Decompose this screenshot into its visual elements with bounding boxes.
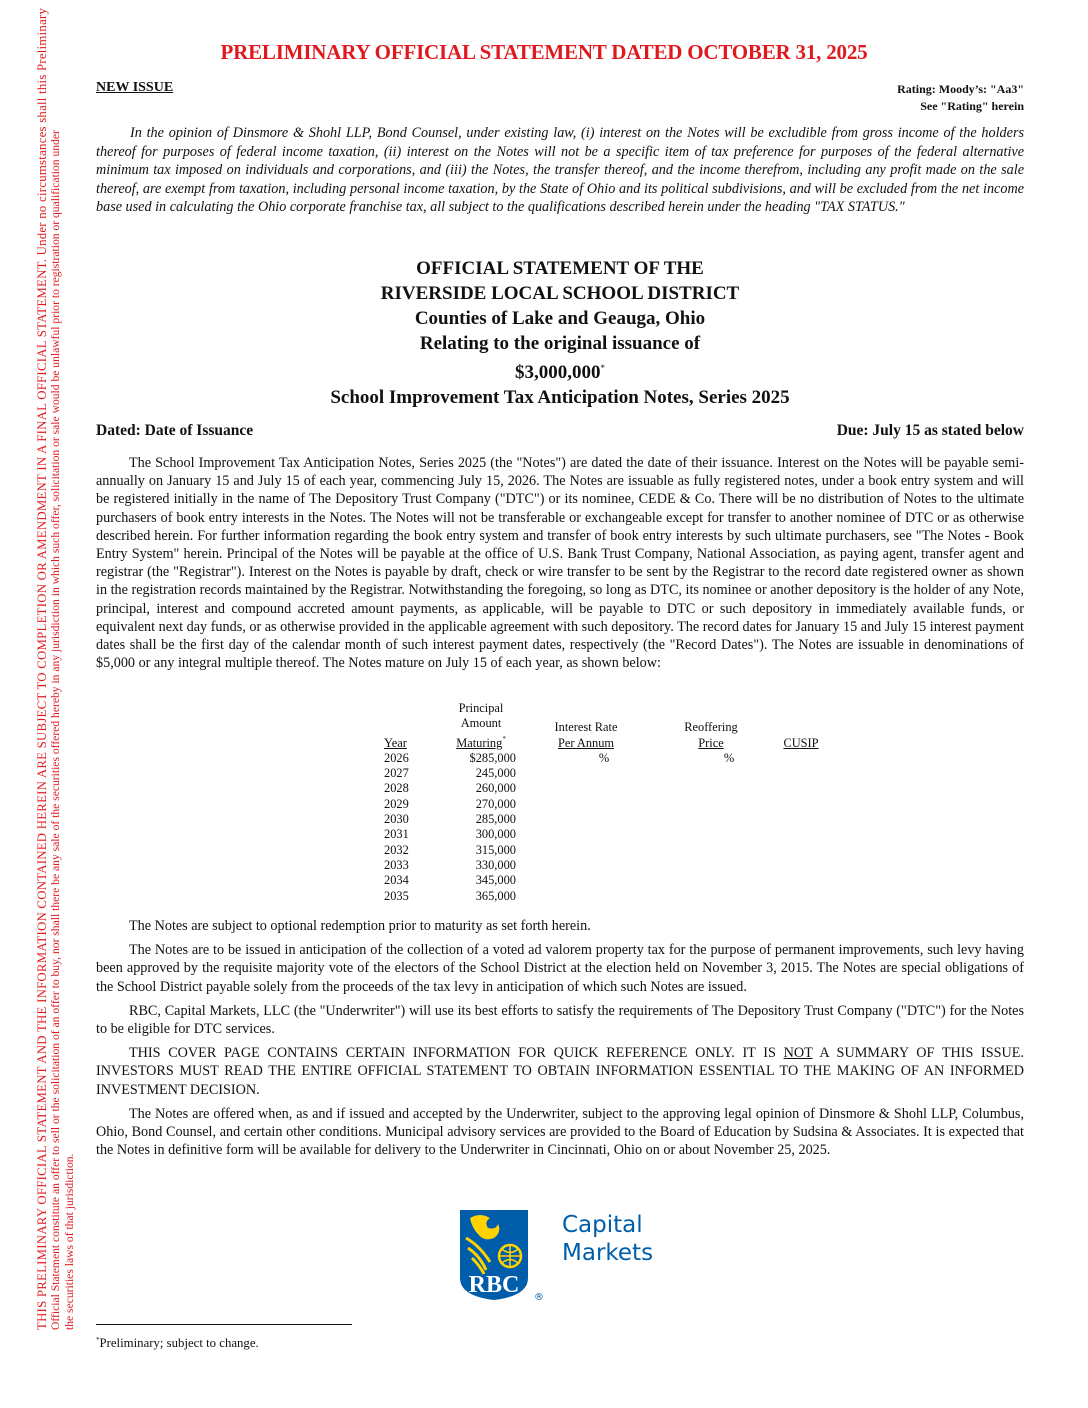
header-year: Year <box>384 735 407 750</box>
table-row <box>384 751 836 766</box>
header-interest-rate: Interest Rate Per Annum <box>554 720 618 750</box>
header-reoffering-price: Reoffering Price <box>684 720 738 750</box>
table-row <box>384 827 836 842</box>
table-row <box>384 781 836 796</box>
legend-line-3: the securities laws of that jurisdiction. <box>62 1153 76 1330</box>
paragraph-underwriter: RBC, Capital Markets, LLC (the "Underwriter") will use its best efforts to satisfy the requirements of The Depository Trust Company ("DTC") for the Notes to be eligible for DTC services. <box>96 1002 1024 1038</box>
cell-amount: 285,000 <box>475 812 516 827</box>
paragraph-offering: The Notes are offered when, as and if issued and accepted by the Underwriter, subject to the approving legal opinion of Dinsmore & Shohl LLP, Columbus, Ohio, Bond Counsel, and certain other conditions. Municipal advisory services are provided to the Board of Education by Sudsina & Associates. It is expected that the Notes in definitive form will be available for delivery to the Underwriter in Cincinnati, Ohio on or about November 25, 2025. <box>96 1105 1024 1159</box>
cell-reoffering-price <box>656 873 766 888</box>
footnote-mark: * <box>96 1336 100 1344</box>
title-line-1: OFFICIAL STATEMENT OF THE <box>416 258 704 279</box>
cell-cusip <box>766 781 836 796</box>
logo-markets: Markets <box>562 1240 654 1266</box>
rbc-shield-text: RBC <box>468 1272 520 1298</box>
table-row <box>384 889 836 904</box>
title-amount: $3,000,000 <box>515 362 601 383</box>
cell-interest-rate <box>516 858 656 873</box>
cell-amount: 365,000 <box>475 888 516 903</box>
new-issue-label: NEW ISSUE <box>96 80 174 95</box>
cell-cusip <box>766 889 836 904</box>
title-relating: Relating to the original issuance of <box>419 333 701 354</box>
title-district: RIVERSIDE LOCAL SCHOOL DISTRICT <box>380 283 740 304</box>
cell-amount: 300,000 <box>475 827 516 842</box>
cell-cusip <box>766 827 836 842</box>
cell-year: 2028 <box>384 781 409 796</box>
cell-cusip <box>766 812 836 827</box>
cell-interest-rate: % <box>598 750 610 765</box>
cell-year: 2035 <box>384 888 409 903</box>
cell-cusip <box>766 766 836 781</box>
cell-reoffering-price <box>656 812 766 827</box>
cell-cusip <box>766 797 836 812</box>
cell-reoffering-price: % <box>723 750 735 765</box>
cell-year: 2031 <box>384 827 409 842</box>
paragraph-redemption: The Notes are subject to optional redemption prior to maturity as set forth herein. <box>129 918 591 934</box>
title-counties: Counties of Lake and Geauga, Ohio <box>414 308 706 329</box>
cell-cusip <box>766 873 836 888</box>
cell-reoffering-price <box>656 766 766 781</box>
due-label: Due: July 15 as stated below <box>836 422 1024 439</box>
rating-block <box>897 81 1024 115</box>
cell-reoffering-price <box>656 827 766 842</box>
cell-reoffering-price <box>656 843 766 858</box>
title-amount-line <box>0 356 1088 385</box>
table-row <box>384 797 836 812</box>
cell-reoffering-price <box>656 781 766 796</box>
additional-terms <box>96 917 1024 1165</box>
cell-interest-rate <box>516 873 656 888</box>
cell-amount: $285,000 <box>469 750 516 765</box>
table-row <box>384 873 836 888</box>
cell-year: 2033 <box>384 857 409 872</box>
cell-amount: 315,000 <box>475 842 516 857</box>
preliminary-banner: PRELIMINARY OFFICIAL STATEMENT DATED OCTOBER 31, 2025 <box>220 40 868 64</box>
paragraph-tax-levy: The Notes are to be issued in anticipation of the collection of a voted ad valorem property tax for the purpose of permanent improvements, such levy having been approved by the requisite majority vote of the electors of the School District at the election held on November 3, 2015. The Notes are special obligations of the School District payable solely from the proceeds of the tax levy in anticipation of which such Notes are issued. <box>96 942 1024 995</box>
cell-interest-rate <box>516 827 656 842</box>
header-cusip: CUSIP <box>783 735 819 750</box>
maturity-schedule-table <box>384 701 836 904</box>
cell-amount: 245,000 <box>475 766 516 781</box>
rating-see-herein: See "Rating" herein <box>920 99 1024 113</box>
footnote-divider <box>96 1324 352 1325</box>
rbc-capital-markets-logo <box>458 1208 678 1304</box>
cell-reoffering-price <box>656 889 766 904</box>
cell-interest-rate <box>516 797 656 812</box>
cell-interest-rate <box>516 812 656 827</box>
footnote <box>96 1336 259 1351</box>
title-series: School Improvement Tax Anticipation Notes, Series 2025 <box>330 387 790 408</box>
official-statement-title <box>0 256 1088 410</box>
cell-interest-rate <box>516 843 656 858</box>
cell-amount: 345,000 <box>475 873 516 888</box>
registered-mark: ® <box>534 1292 544 1303</box>
tax-opinion-paragraph: In the opinion of Dinsmore & Shohl LLP, Bond Counsel, under existing law, (i) interest on the Notes will be excludible from gross income of the holders thereof for purposes of federal income taxation, (ii) interest on the Notes will not be a specific item of tax preference for purposes of the federal alternative minimum tax imposed on individuals and corporations, and (iii) the Notes, the transfer thereof, and the income therefrom, including any profit made on the sale thereof, are exempt from taxation, including personal income taxation, by the State of Ohio and its political subdivisions, and will be excluded from the net income base used in calculating the Ohio corporate franchise tax, all subject to the qualifications described herein under the heading "TAX STATUS." <box>96 125 1024 215</box>
table-row <box>384 843 836 858</box>
table-row <box>384 766 836 781</box>
emphasis-not: NOT <box>783 1045 813 1062</box>
rating-moodys: Rating: Moody’s: "Aa3" <box>897 82 1024 96</box>
cell-cusip <box>766 751 836 766</box>
cell-amount: 270,000 <box>475 796 516 811</box>
cell-reoffering-price <box>656 797 766 812</box>
rbc-shield-icon <box>458 1208 678 1304</box>
cell-year: 2034 <box>384 873 409 888</box>
table-row <box>384 858 836 873</box>
legend-line-1: THIS PRELIMINARY OFFICIAL STATEMENT AND THE INFORMATION CONTAINED HEREIN ARE SUBJECT TO COMPLETION OR AMENDMENT IN A FINAL OFFICIAL STATEMENT. Under no circumstances shall this Preliminary <box>35 7 49 1330</box>
paragraph-notes-terms: The School Improvement Tax Anticipation Notes, Series 2025 (the "Notes") are dated the date of their issuance. Interest on the Notes will be payable semi-annually on January 15 and July 15 of each year, commencing July 15, 2026. The Notes are issuable as fully registered notes, under a book entry system and will be registered initially in the name of The Depository Trust Company ("DTC") or its nominee, CEDE & Co. There will be no distribution of Notes to the ultimate purchasers of book entry interests in the Notes. The Notes will not be transferable or exchangeable except for transfer to another nominee of DTC or as otherwise described herein. For further information regarding the book entry system and transfer of book entry interests by such ultimate purchasers, see "The Notes - Book Entry System" herein. Principal of the Notes will be payable at the office of U.S. Bank Trust Company, National Association, as paying agent, transfer agent and registrar (the "Registrar"). Interest on the Notes is payable by draft, check or wire transfer to be sent by the Registrar to the record date registered owner as shown in the registration records maintained by the Registrar. Notwithstanding the foregoing, so long as DTC, its nominee or another depository is the holder of any Note, principal, interest and compound accreted amount payments, as applicable, will be payable to DTC or such depository in immediately available funds, or equivalent next day funds, or as otherwise provided in the applicable agreement with such depository. The record dates for January 15 and July 15 interest payment dates shall be the first day of the calendar month of such interest payment dates, respectively (the "Record Dates"). The Notes are issuable in denominations of $5,000 or any integral multiple thereof. The Notes mature on July 15 of each year, as shown below: <box>96 455 1024 672</box>
logo-capital: Capital <box>562 1212 643 1238</box>
cell-reoffering-price <box>656 858 766 873</box>
cell-interest-rate <box>516 889 656 904</box>
cell-cusip <box>766 843 836 858</box>
header-amount: Principal Amount Maturing* <box>456 701 506 750</box>
table-header-row <box>384 701 836 751</box>
paragraph-cover-notice: THIS COVER PAGE CONTAINS CERTAIN INFORMATION FOR QUICK REFERENCE ONLY. IT IS NOT A SUMMARY OF THIS ISSUE. INVESTORS MUST READ THE ENTIRE OFFICIAL STATEMENT TO OBTAIN INFORMATION ESSENTIAL TO THE MAKING OF AN INFORMED INVESTMENT DECISION. <box>96 1045 1024 1098</box>
cell-year: 2032 <box>384 842 409 857</box>
dated-label: Dated: Date of Issuance <box>96 422 254 439</box>
cell-year: 2030 <box>384 812 409 827</box>
notes-description <box>96 454 1024 678</box>
footnote-text: Preliminary; subject to change. <box>99 1336 259 1350</box>
cell-interest-rate <box>516 781 656 796</box>
cell-interest-rate <box>516 766 656 781</box>
cell-year: 2026 <box>384 750 409 765</box>
legend-line-2: Official Statement constitute an offer to sell or the solicitation of an offer to buy, nor shall there be any sale of the securities offered hereby in any jurisdiction in which such offer, solicitation or sale would be unlawful prior to registration or qualification under <box>49 130 63 1330</box>
table-row <box>384 812 836 827</box>
cell-amount: 260,000 <box>475 781 516 796</box>
cell-year: 2029 <box>384 796 409 811</box>
cell-year: 2027 <box>384 766 409 781</box>
cell-amount: 330,000 <box>475 857 516 872</box>
cell-cusip <box>766 858 836 873</box>
asterisk-mark: * <box>600 363 605 373</box>
